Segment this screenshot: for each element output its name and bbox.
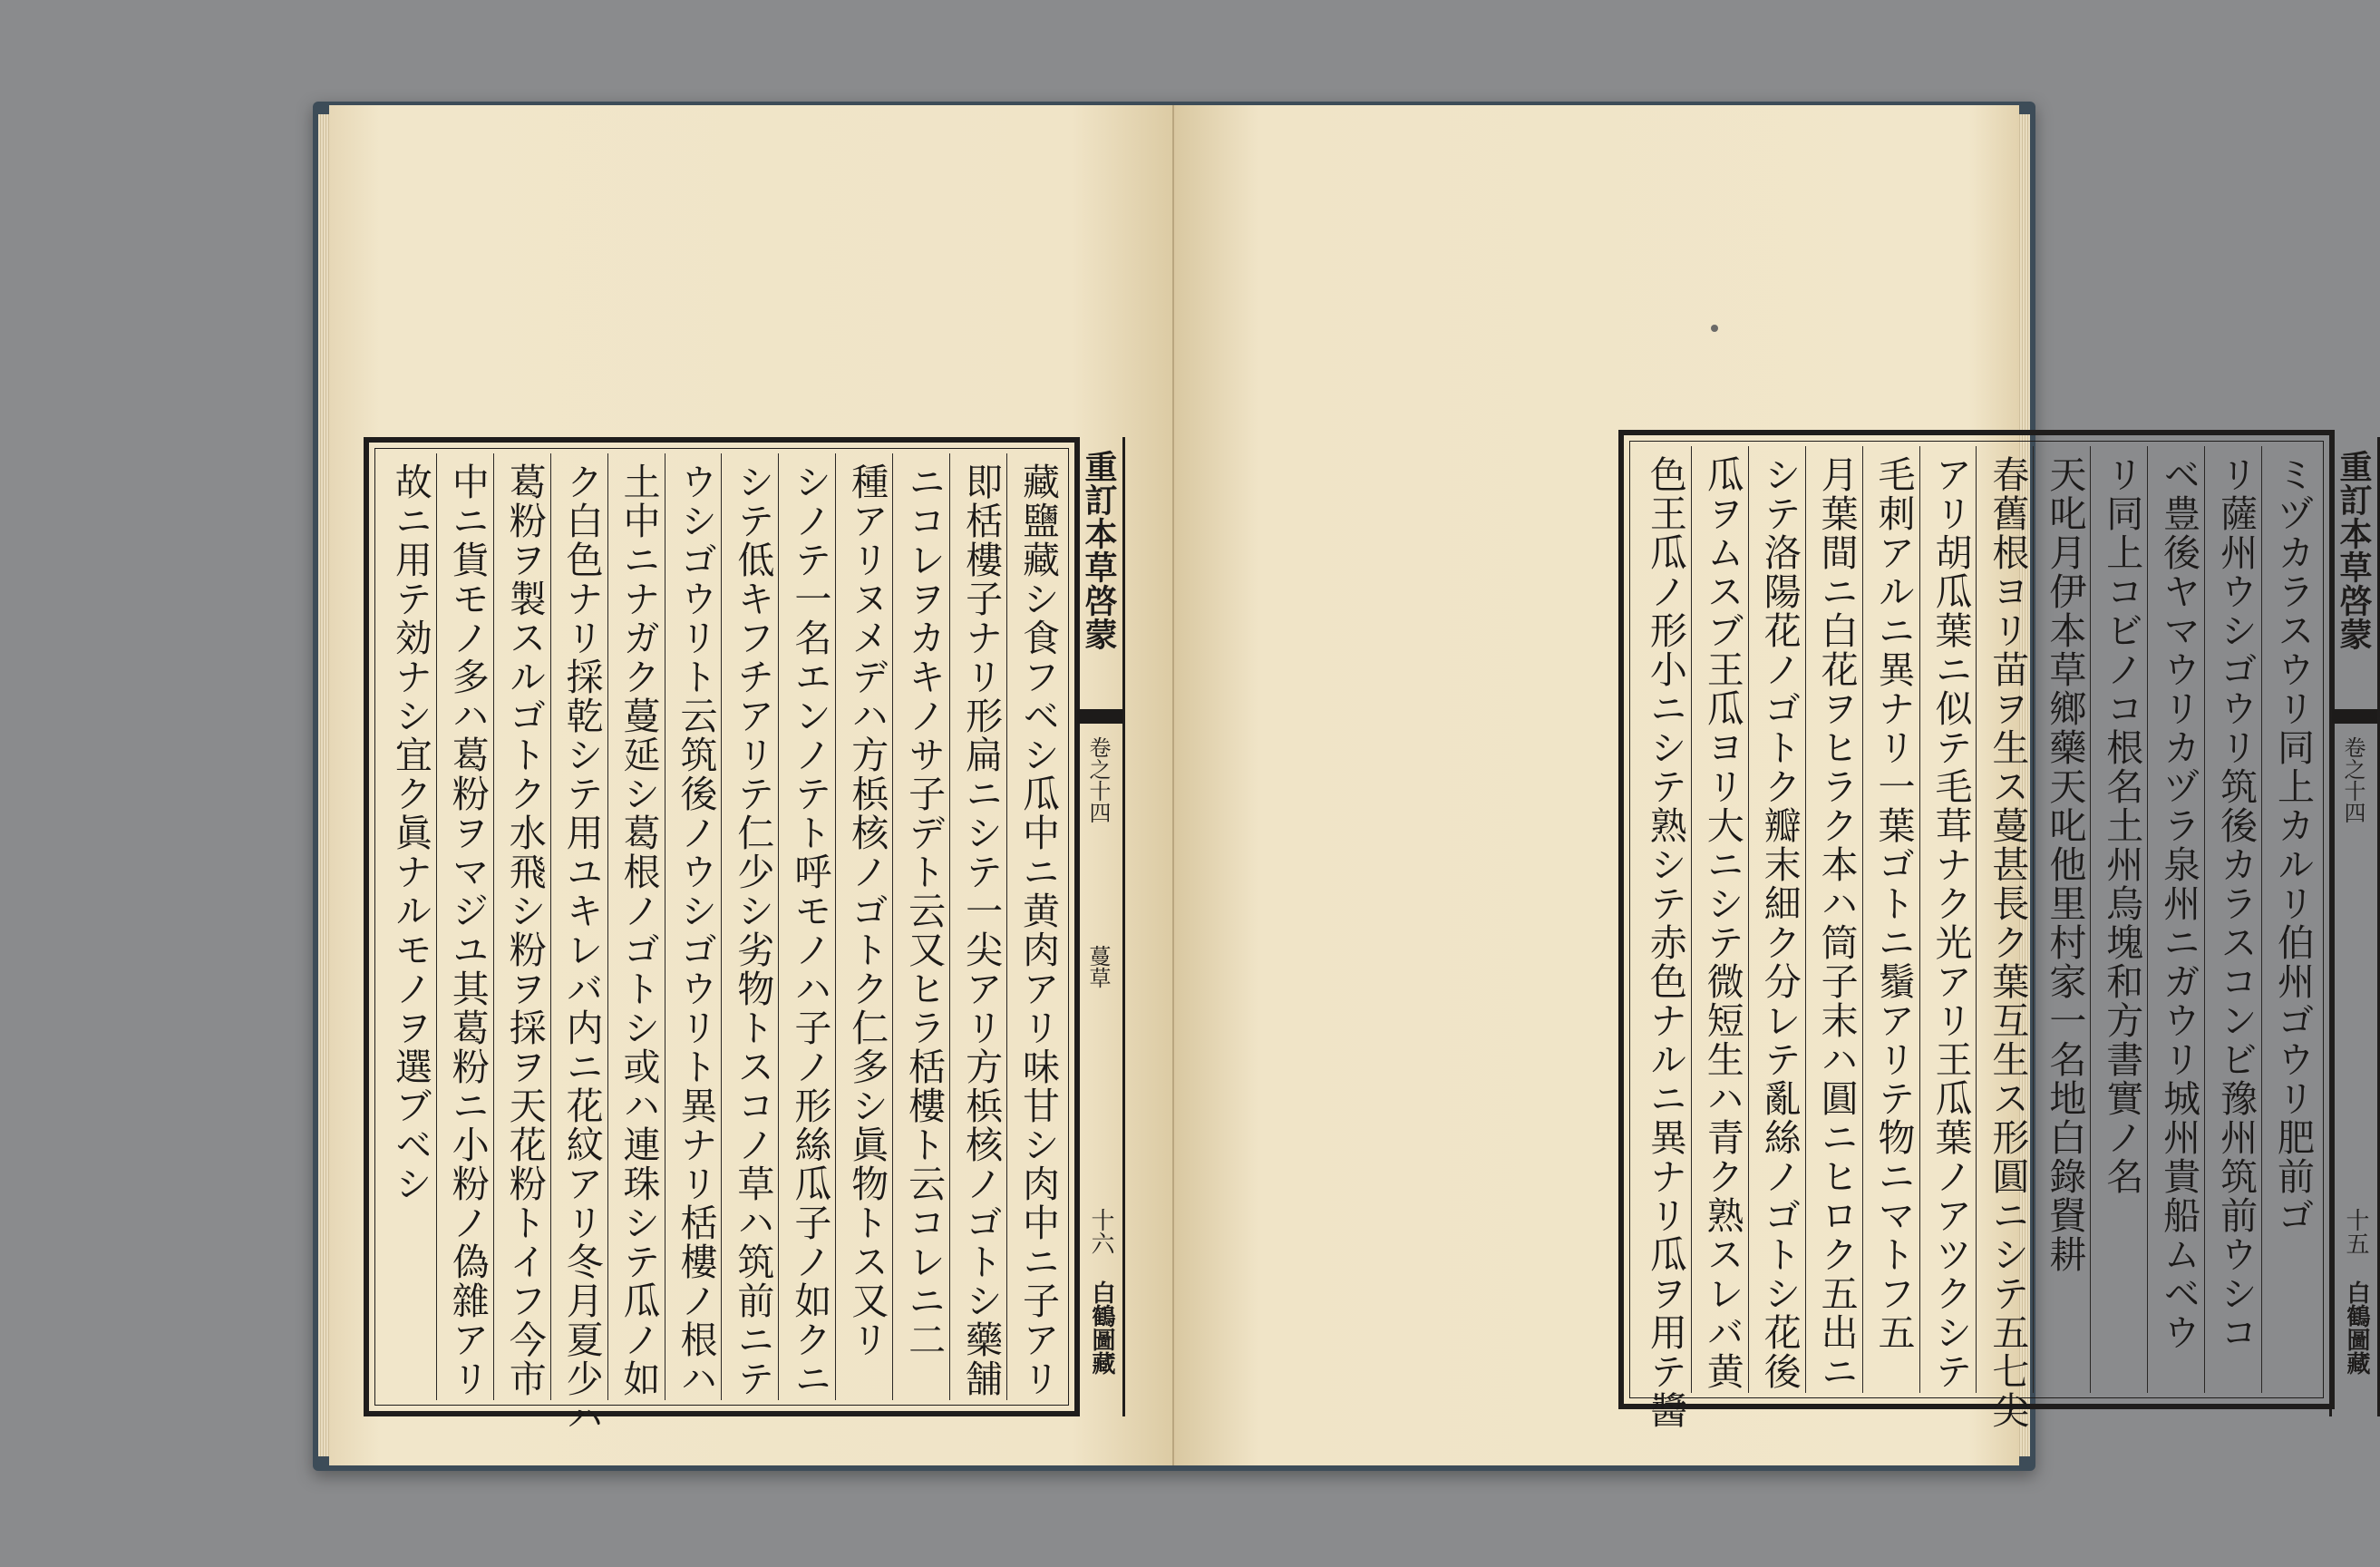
text-column: 故ニ用テ効ナシ宜ク眞ナルモノヲ選ブベシ xyxy=(388,462,432,1203)
right-page-margin-strip xyxy=(2329,437,2380,1416)
text-column: 春舊根ヨリ苗ヲ生ス蔓甚長ク葉互生ス形圓ニシテ五七尖 xyxy=(1976,446,2033,1393)
margin-seal: 白鶴圖藏 xyxy=(1088,1280,1115,1375)
margin-page-number: 十六 xyxy=(1087,1208,1114,1255)
text-column: 毛刺アルニ異ナリ一葉ゴトニ鬚アリテ物ニマトフ五 xyxy=(1862,446,1919,1393)
text-column: 葛粉ヲ製スルゴトク水飛シ粉ヲ採ヲ天花粉トイフ今市 xyxy=(493,453,550,1400)
margin-seal: 白鶴圖藏 xyxy=(2343,1280,2370,1375)
text-column: 天叱月伊本草鄉藥天叱他里村家一名地白錄䝿耕 xyxy=(2033,446,2090,1393)
text-column: 土中ニナガク蔓延シ葛根ノゴトシ或ハ連珠シテ瓜ノ如 xyxy=(607,453,665,1400)
text-column: 色王瓜ノ形小ニシテ熟シテ赤色ナルニ異ナリ瓜ヲ用テ醬 xyxy=(1643,455,1687,1430)
margin-volume: 卷之十四 xyxy=(2340,736,2365,823)
text-column: 藏鹽藏シ食フベシ瓜中ニ黄肉アリ味甘シ肉中ニ子アリ xyxy=(1006,453,1064,1400)
text-column: ベ豊後ヤマウリカヅラ泉州ニガウリ城州貴船ムベウ xyxy=(2147,446,2204,1393)
text-column: ミヅカラスウリ同上カルリ伯州ゴウリ肥前ゴ xyxy=(2261,446,2318,1393)
text-column: シノテ一名エンノテト呼モノハ子ノ形絲瓜子ノ如クニ xyxy=(778,453,835,1400)
right-text-frame xyxy=(1618,430,2335,1430)
text-column: シテ低キフチアリテ仁少シ劣物トスコノ草ハ筑前ニテ xyxy=(721,453,778,1400)
margin-book-title: 重訂本草啓蒙 xyxy=(2335,450,2373,651)
paper-speck xyxy=(1711,325,1718,332)
text-column: ウシゴウリト云筑後ノウシゴウリト異ナリ栝樓ノ根ハ xyxy=(665,453,722,1400)
left-page-margin-strip xyxy=(1074,437,1125,1416)
right-columns xyxy=(1635,446,2318,1430)
text-column: 中ニ貨モノ多ハ葛粉ヲマジユ其葛粉ニ小粉ノ偽雜アリ xyxy=(436,453,493,1400)
left-page xyxy=(329,105,1174,1465)
margin-page-number: 十五 xyxy=(2342,1208,2369,1255)
text-column: 月葉間ニ白花ヲヒラク本ハ筒子末ハ圓ニヒロク五出ニ xyxy=(1805,446,1862,1393)
text-column: 瓜ヲムスブ王瓜ヨリ大ニシテ微短生ハ青ク熟スレバ黄 xyxy=(1691,446,1748,1393)
text-column: リ薩州ウシゴウリ筑後カラスコンビ豫州筑前ウシコ xyxy=(2204,446,2261,1393)
text-column: アリ胡瓜葉ニ似テ毛茸ナク光アリ王瓜葉ノアツクシテ xyxy=(1919,446,1977,1393)
text-column: ク白色ナリ採乾シテ用ユキレバ内ニ花紋アリ冬月夏少ハ xyxy=(550,453,607,1400)
text-column: リ同上コビノコ根名土州烏塊和方書實ノ名 xyxy=(2090,446,2147,1393)
open-book xyxy=(313,102,2373,1471)
margin-book-title: 重訂本草啓蒙 xyxy=(1080,450,1118,651)
right-page xyxy=(1174,105,2373,1465)
left-text-frame xyxy=(364,437,1080,1437)
fishtail-mark xyxy=(2332,709,2377,724)
left-columns xyxy=(380,453,1064,1437)
margin-volume: 卷之十四 xyxy=(1085,736,1111,823)
margin-section: 蔓草 xyxy=(1085,945,1111,988)
text-column: ニコレヲカキノサ子デト云又ヒラ栝樓ト云コレニ二 xyxy=(892,453,949,1400)
text-column: 即栝樓子ナリ形扁ニシテ一尖アリ方梹核ノゴトシ藥舗 xyxy=(949,453,1006,1400)
text-column: シテ洛陽花ノゴトク瓣末細ク分レテ亂絲ノゴトシ花後 xyxy=(1748,446,1805,1393)
text-column: 種アリヌメデハ方梹核ノゴトク仁多シ眞物トス又リ xyxy=(835,453,892,1400)
fishtail-mark xyxy=(1077,709,1122,724)
